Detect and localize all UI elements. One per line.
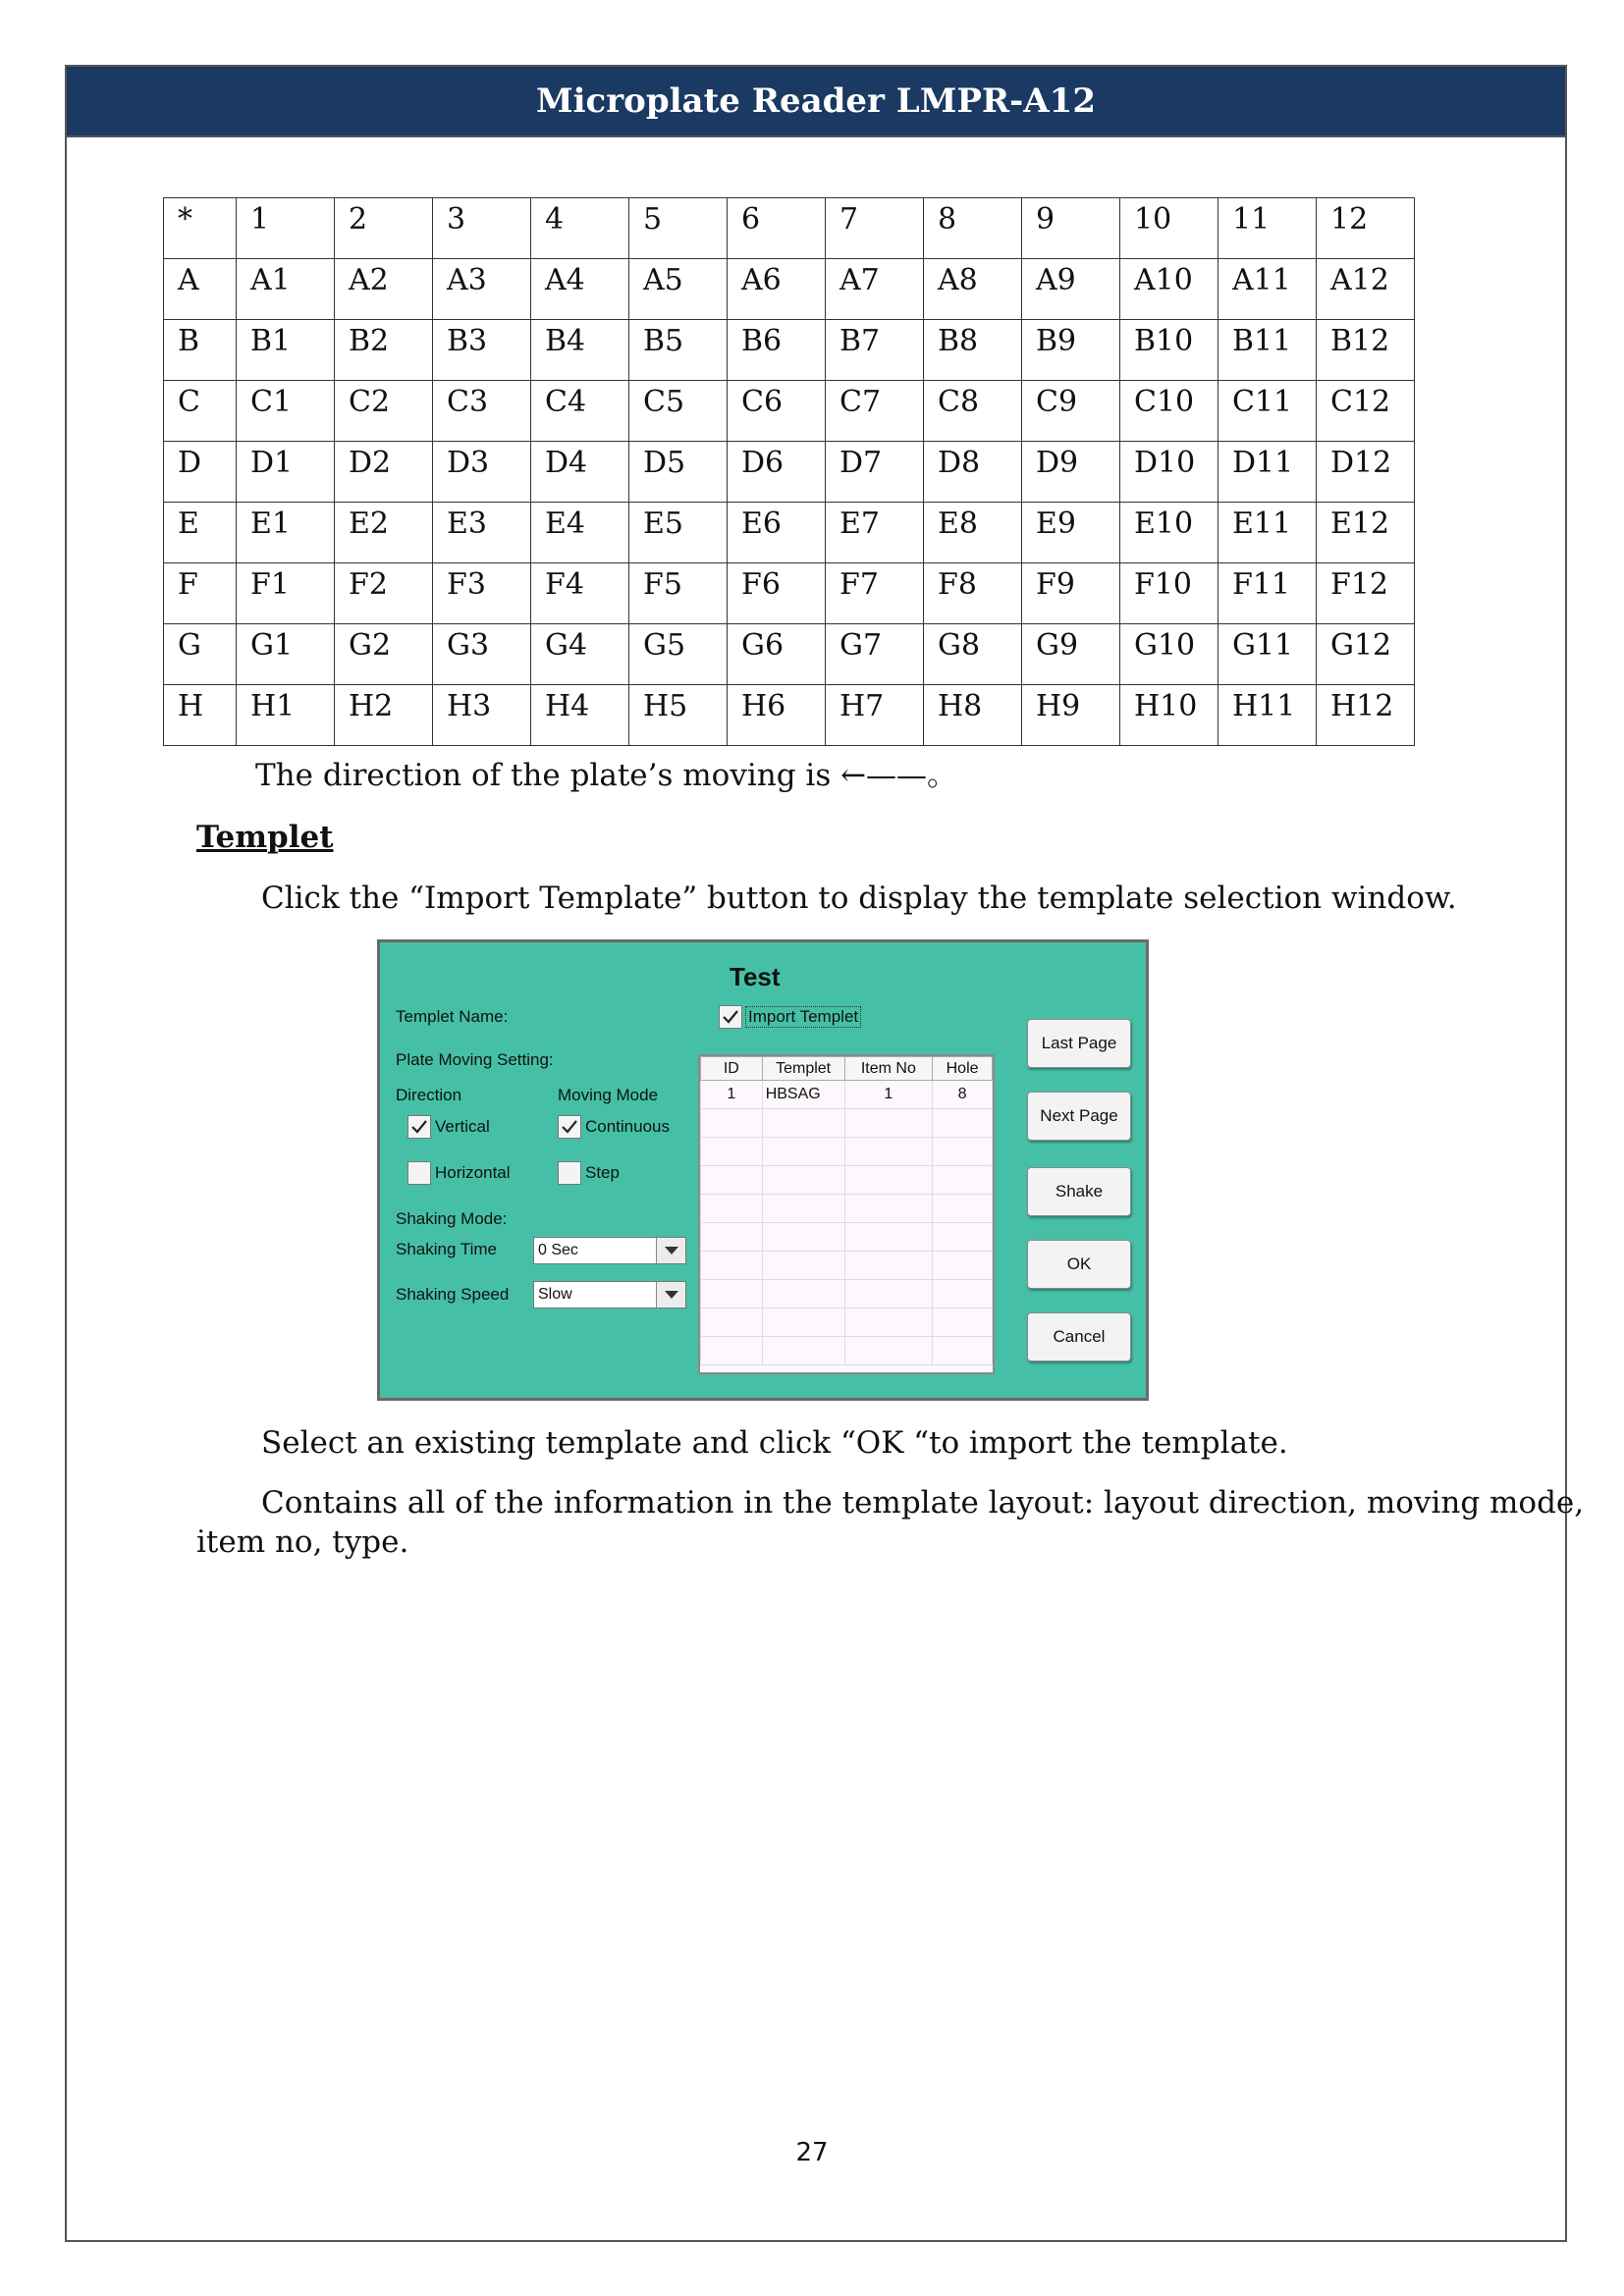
- grid-column-header[interactable]: Item No: [844, 1057, 933, 1081]
- grid-cell: 1: [701, 1081, 763, 1109]
- import-templet-checkbox-row[interactable]: [719, 1005, 861, 1029]
- plate-cell: D6: [728, 442, 826, 503]
- grid-cell: [762, 1280, 844, 1308]
- plate-cell: B11: [1218, 320, 1317, 381]
- grid-cell: [844, 1166, 933, 1195]
- grid-cell: [701, 1166, 763, 1195]
- grid-cell: [933, 1138, 993, 1166]
- grid-row[interactable]: [701, 1109, 993, 1138]
- grid-cell: [844, 1138, 933, 1166]
- horizontal-option[interactable]: [407, 1161, 511, 1185]
- plate-cell: A1: [237, 259, 335, 320]
- grid-cell: HBSAG: [762, 1081, 844, 1109]
- plate-cell: C10: [1120, 381, 1218, 442]
- grid-row[interactable]: [701, 1195, 993, 1223]
- plate-cell: C12: [1317, 381, 1415, 442]
- dialog-title: Test: [730, 962, 781, 991]
- plate-cell: G3: [433, 624, 531, 685]
- plate-cell: G1: [237, 624, 335, 685]
- plate-cell: E6: [728, 503, 826, 563]
- grid-cell: [762, 1308, 844, 1337]
- shaking-mode-label: Shaking Mode:: [396, 1209, 508, 1228]
- plate-cell: D11: [1218, 442, 1317, 503]
- plate-cell: H4: [531, 685, 629, 746]
- vertical-checkbox[interactable]: [407, 1115, 431, 1139]
- plate-cell: *: [164, 198, 237, 259]
- plate-moving-label: Plate Moving Setting:: [396, 1050, 554, 1069]
- plate-cell: E: [164, 503, 237, 563]
- plate-cell: C2: [335, 381, 433, 442]
- plate-cell: E11: [1218, 503, 1317, 563]
- plate-cell: B6: [728, 320, 826, 381]
- plate-cell: D9: [1022, 442, 1120, 503]
- plate-cell: G12: [1317, 624, 1415, 685]
- chevron-down-icon[interactable]: [656, 1282, 685, 1308]
- plate-cell: D4: [531, 442, 629, 503]
- horizontal-label: Horizontal: [435, 1163, 511, 1182]
- plate-cell: 1: [237, 198, 335, 259]
- import-templet-label: Import Templet: [745, 1006, 861, 1028]
- page-header: [65, 65, 1567, 137]
- plate-cell: G7: [826, 624, 924, 685]
- plate-cell: 12: [1317, 198, 1415, 259]
- plate-cell: H8: [924, 685, 1022, 746]
- plate-cell: A8: [924, 259, 1022, 320]
- plate-cell: E7: [826, 503, 924, 563]
- plate-cell: B7: [826, 320, 924, 381]
- grid-cell: [762, 1138, 844, 1166]
- template-grid[interactable]: [698, 1054, 995, 1374]
- direction-text: The direction of the plate’s moving is ←——。: [255, 758, 958, 793]
- plate-cell: C3: [433, 381, 531, 442]
- plate-row: [164, 685, 1415, 746]
- grid-cell: [933, 1337, 993, 1365]
- plate-cell: D1: [237, 442, 335, 503]
- plate-cell: G11: [1218, 624, 1317, 685]
- shaking-speed-select[interactable]: [533, 1281, 686, 1308]
- plate-cell: F10: [1120, 563, 1218, 624]
- plate-cell: B10: [1120, 320, 1218, 381]
- grid-cell: [762, 1195, 844, 1223]
- plate-cell: E12: [1317, 503, 1415, 563]
- plate-cell: A: [164, 259, 237, 320]
- plate-cell: G10: [1120, 624, 1218, 685]
- plate-cell: F3: [433, 563, 531, 624]
- chevron-down-icon[interactable]: [656, 1238, 685, 1263]
- plate-cell: D5: [629, 442, 728, 503]
- plate-cell: A6: [728, 259, 826, 320]
- plate-cell: F1: [237, 563, 335, 624]
- grid-cell: [701, 1223, 763, 1252]
- plate-cell: B9: [1022, 320, 1120, 381]
- grid-cell: [762, 1337, 844, 1365]
- plate-cell: E4: [531, 503, 629, 563]
- plate-cell: D7: [826, 442, 924, 503]
- plate-cell: 10: [1120, 198, 1218, 259]
- plate-cell: C7: [826, 381, 924, 442]
- plate-cell: A4: [531, 259, 629, 320]
- page-title: Microplate Reader LMPR-A12: [536, 81, 1096, 121]
- plate-cell: H11: [1218, 685, 1317, 746]
- plate-cell: F: [164, 563, 237, 624]
- plate-cell: A12: [1317, 259, 1415, 320]
- plate-cell: C6: [728, 381, 826, 442]
- grid-cell: [933, 1252, 993, 1280]
- plate-row: [164, 503, 1415, 563]
- grid-cell: [701, 1280, 763, 1308]
- plate-cell: F9: [1022, 563, 1120, 624]
- shaking-speed-value: Slow: [538, 1286, 572, 1303]
- templet-name-label: Templet Name:: [396, 1007, 509, 1026]
- plate-cell: B4: [531, 320, 629, 381]
- plate-cell: F2: [335, 563, 433, 624]
- plate-cell: H6: [728, 685, 826, 746]
- plate-layout-table: [163, 197, 1415, 746]
- grid-cell: [701, 1138, 763, 1166]
- plate-cell: F5: [629, 563, 728, 624]
- plate-cell: E8: [924, 503, 1022, 563]
- plate-row: [164, 563, 1415, 624]
- contains-text-line-2: item no, type.: [196, 1524, 409, 1560]
- plate-cell: 9: [1022, 198, 1120, 259]
- grid-cell: [701, 1308, 763, 1337]
- ok-button[interactable]: OK: [1027, 1240, 1131, 1289]
- plate-cell: E10: [1120, 503, 1218, 563]
- plate-cell: 5: [629, 198, 728, 259]
- vertical-option[interactable]: [407, 1115, 490, 1139]
- plate-cell: 2: [335, 198, 433, 259]
- plate-cell: A9: [1022, 259, 1120, 320]
- plate-cell: E3: [433, 503, 531, 563]
- plate-cell: C: [164, 381, 237, 442]
- plate-cell: 11: [1218, 198, 1317, 259]
- plate-cell: D10: [1120, 442, 1218, 503]
- grid-cell: [762, 1252, 844, 1280]
- grid-cell: [844, 1109, 933, 1138]
- grid-cell: [701, 1109, 763, 1138]
- plate-cell: 4: [531, 198, 629, 259]
- grid-cell: [933, 1195, 993, 1223]
- section-heading: Templet: [196, 820, 334, 855]
- continuous-option[interactable]: [558, 1115, 670, 1139]
- plate-cell: D: [164, 442, 237, 503]
- horizontal-checkbox[interactable]: [407, 1161, 431, 1185]
- grid-cell: 8: [933, 1081, 993, 1109]
- plate-cell: D3: [433, 442, 531, 503]
- shaking-time-select[interactable]: [533, 1237, 686, 1264]
- shake-button[interactable]: Shake: [1027, 1167, 1131, 1216]
- grid-cell: [844, 1195, 933, 1223]
- vertical-label: Vertical: [435, 1117, 490, 1136]
- plate-cell: B: [164, 320, 237, 381]
- shaking-speed-label: Shaking Speed: [396, 1285, 510, 1304]
- plate-cell: D12: [1317, 442, 1415, 503]
- grid-cell: [762, 1109, 844, 1138]
- grid-row[interactable]: [701, 1081, 993, 1109]
- plate-cell: F12: [1317, 563, 1415, 624]
- plate-row: [164, 442, 1415, 503]
- grid-row[interactable]: [701, 1308, 993, 1337]
- grid-cell: [844, 1337, 933, 1365]
- grid-cell: 1: [844, 1081, 933, 1109]
- grid-cell: [701, 1337, 763, 1365]
- plate-cell: G6: [728, 624, 826, 685]
- grid-row[interactable]: [701, 1280, 993, 1308]
- plate-cell: B2: [335, 320, 433, 381]
- cancel-button[interactable]: Cancel: [1027, 1312, 1131, 1362]
- plate-cell: A10: [1120, 259, 1218, 320]
- plate-cell: B8: [924, 320, 1022, 381]
- plate-cell: E2: [335, 503, 433, 563]
- grid-row[interactable]: [701, 1337, 993, 1365]
- plate-cell: E9: [1022, 503, 1120, 563]
- plate-cell: F6: [728, 563, 826, 624]
- grid-row[interactable]: [701, 1166, 993, 1195]
- next-page-button[interactable]: Next Page: [1027, 1092, 1131, 1141]
- continuous-checkbox[interactable]: [558, 1115, 581, 1139]
- plate-cell: F7: [826, 563, 924, 624]
- shaking-time-label: Shaking Time: [396, 1240, 497, 1258]
- plate-cell: C8: [924, 381, 1022, 442]
- plate-cell: 7: [826, 198, 924, 259]
- step-checkbox[interactable]: [558, 1161, 581, 1185]
- grid-column-header[interactable]: ID: [701, 1057, 763, 1081]
- plate-cell: 8: [924, 198, 1022, 259]
- plate-header-row: [164, 198, 1415, 259]
- plate-cell: H5: [629, 685, 728, 746]
- plate-cell: B5: [629, 320, 728, 381]
- plate-cell: F8: [924, 563, 1022, 624]
- plate-cell: F4: [531, 563, 629, 624]
- grid-cell: [701, 1195, 763, 1223]
- plate-row: [164, 381, 1415, 442]
- grid-cell: [701, 1252, 763, 1280]
- plate-cell: H2: [335, 685, 433, 746]
- grid-cell: [762, 1166, 844, 1195]
- grid-column-header[interactable]: Templet: [762, 1057, 844, 1081]
- shaking-time-value: 0 Sec: [538, 1242, 578, 1258]
- direction-label: Direction: [396, 1086, 462, 1104]
- import-template-dialog: [377, 939, 1149, 1401]
- last-page-button[interactable]: Last Page: [1027, 1019, 1131, 1068]
- plate-cell: A11: [1218, 259, 1317, 320]
- grid-column-header[interactable]: Hole: [933, 1057, 993, 1081]
- plate-cell: G9: [1022, 624, 1120, 685]
- select-text: Select an existing template and click “OK “to import the template.: [261, 1425, 1288, 1461]
- plate-cell: H7: [826, 685, 924, 746]
- plate-cell: H10: [1120, 685, 1218, 746]
- plate-cell: H9: [1022, 685, 1120, 746]
- plate-cell: C1: [237, 381, 335, 442]
- grid-cell: [933, 1280, 993, 1308]
- plate-cell: G: [164, 624, 237, 685]
- plate-cell: C11: [1218, 381, 1317, 442]
- plate-row: [164, 320, 1415, 381]
- grid-cell: [933, 1308, 993, 1337]
- intro-text: Click the “Import Template” button to display the template selection window.: [261, 881, 1457, 916]
- continuous-label: Continuous: [585, 1117, 671, 1136]
- contains-text-line-1: Contains all of the information in the template layout: layout direction, moving mode,: [261, 1485, 1585, 1521]
- moving-mode-label: Moving Mode: [558, 1086, 659, 1104]
- grid-cell: [762, 1223, 844, 1252]
- plate-cell: B1: [237, 320, 335, 381]
- plate-cell: C5: [629, 381, 728, 442]
- step-option[interactable]: [558, 1161, 620, 1185]
- plate-cell: G4: [531, 624, 629, 685]
- plate-row: [164, 624, 1415, 685]
- plate-cell: C4: [531, 381, 629, 442]
- plate-cell: A5: [629, 259, 728, 320]
- plate-cell: A3: [433, 259, 531, 320]
- grid-cell: [844, 1223, 933, 1252]
- grid-row[interactable]: [701, 1223, 993, 1252]
- grid-cell: [933, 1109, 993, 1138]
- plate-cell: C9: [1022, 381, 1120, 442]
- plate-cell: G5: [629, 624, 728, 685]
- grid-cell: [844, 1252, 933, 1280]
- plate-cell: A2: [335, 259, 433, 320]
- plate-cell: H1: [237, 685, 335, 746]
- grid-cell: [844, 1308, 933, 1337]
- import-templet-checkbox[interactable]: [719, 1005, 742, 1029]
- plate-cell: D2: [335, 442, 433, 503]
- plate-cell: 6: [728, 198, 826, 259]
- plate-cell: D8: [924, 442, 1022, 503]
- plate-cell: E1: [237, 503, 335, 563]
- grid-row[interactable]: [701, 1252, 993, 1280]
- grid-cell: [933, 1166, 993, 1195]
- grid-cell: [933, 1223, 993, 1252]
- plate-cell: 3: [433, 198, 531, 259]
- plate-row: [164, 259, 1415, 320]
- grid-cell: [844, 1280, 933, 1308]
- plate-cell: E5: [629, 503, 728, 563]
- page-number: 27: [795, 2138, 829, 2167]
- plate-cell: G2: [335, 624, 433, 685]
- plate-cell: G8: [924, 624, 1022, 685]
- plate-cell: F11: [1218, 563, 1317, 624]
- plate-cell: B3: [433, 320, 531, 381]
- plate-cell: B12: [1317, 320, 1415, 381]
- grid-row[interactable]: [701, 1138, 993, 1166]
- plate-cell: H12: [1317, 685, 1415, 746]
- plate-cell: A7: [826, 259, 924, 320]
- plate-cell: H3: [433, 685, 531, 746]
- step-label: Step: [585, 1163, 620, 1182]
- plate-cell: H: [164, 685, 237, 746]
